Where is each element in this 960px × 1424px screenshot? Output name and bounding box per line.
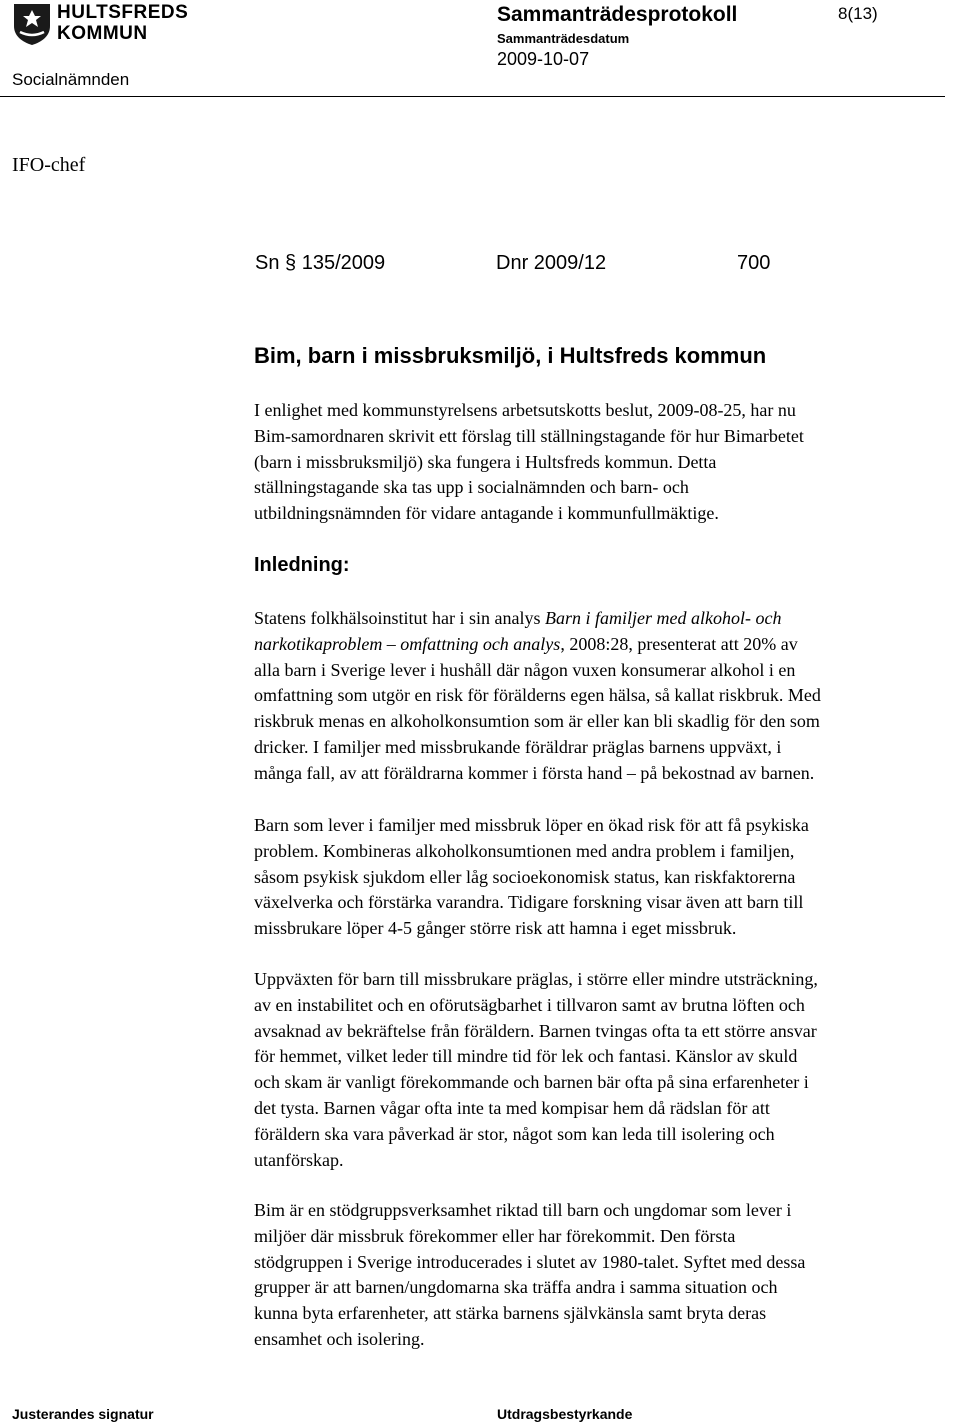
paragraph-line: avsaknad av bekräftelse från föräldern. Barnen tvingas ofta ta ett större ansvar <box>254 1020 817 1041</box>
text-run: , 2008:28, presenterat att 20% av <box>560 633 798 654</box>
paragraph-3 <box>254 967 954 1173</box>
municipality-logo <box>12 2 187 46</box>
paragraph-line: såsom psykisk sjukdom eller låg socioekonomisk status, kan riskfaktorerna <box>254 866 796 887</box>
page-title: Bim, barn i missbruksmiljö, i Hultsfreds kommun <box>254 343 767 368</box>
paragraph-line: växelverka och förstärka varandra. Tidigare forskning visar även att barn till <box>254 892 804 913</box>
paragraph-line: omfattning som utgör en risk för förälderns egen hälsa, så kallat riskbruk. Med <box>254 685 821 706</box>
paragraph-4 <box>254 1198 954 1353</box>
document-title: Sammanträdesprotokoll <box>497 3 738 26</box>
paragraph-1 <box>254 606 954 787</box>
department-name: Socialnämnden <box>12 70 130 89</box>
paragraph-line: I enlighet med kommunstyrelsens arbetsutskotts beslut, 2009-08-25, har nu <box>254 400 796 420</box>
footer-signature-label: Justerandes signatur <box>12 1406 154 1422</box>
paragraph-line: många fall, av att föräldrarna kommer i första hand – på bekostnad av barnen. <box>254 762 815 783</box>
paragraph-line: utanförskap. <box>254 1149 344 1170</box>
paragraph-line: för hemmet, vilket leder till mindre tid för lek och fantasi. Känslor av skuld <box>254 1046 798 1067</box>
paragraph-line <box>254 632 954 658</box>
paragraph-line: ställningstagande ska tas upp i socialnämnden och barn- och <box>254 477 689 498</box>
meeting-date-label: Sammanträdesdatum <box>497 31 630 46</box>
paragraph-line: grupper är att barnen/ungdomarna ska träffa andra i samma situation och <box>254 1277 778 1298</box>
case-section-number: Sn § 135/2009 <box>255 252 386 274</box>
paragraph-line: utbildningsnämnden för vidare antagande i kommunfullmäktige. <box>254 503 719 524</box>
paragraph-line: problem. Kombineras alkoholkonsumtionen med andra problem i familjen, <box>254 840 795 861</box>
case-code: 700 <box>737 252 771 274</box>
paragraph-line: Bim är en stödgruppsverksamhet riktad till barn och ungdomar som lever i <box>254 1200 792 1220</box>
paragraph-line: dricker. I familjer med missbrukande föräldrar präglas barnens uppväxt, i <box>254 736 782 757</box>
footer-certification-label: Utdragsbestyrkande <box>497 1406 633 1422</box>
header-divider <box>0 96 945 97</box>
paragraph-line: ensamhet och isolering. <box>254 1328 425 1349</box>
paragraph-line <box>254 606 954 632</box>
intro-paragraph <box>254 398 954 527</box>
paragraph-line: av en instabilitet och en oförutsägbarhet i tillvaron samt av brutna löften och <box>254 994 805 1015</box>
paragraph-2 <box>254 813 954 942</box>
logo-line-1: HULTSFREDS <box>57 2 189 23</box>
paragraph-line: Bim-samordnaren skrivit ett förslag till ställningstagande för hur Bimarbetet <box>254 425 804 446</box>
page-number: 8(13) <box>838 4 878 23</box>
paragraph-line: Barn som lever i familjer med missbruk löper en ökad risk för att få psykiska <box>254 815 809 835</box>
paragraph-line: missbrukare löper 4-5 gånger större risk att hamna i eget missbruk. <box>254 918 737 939</box>
logo-line-2: KOMMUN <box>57 23 148 44</box>
paragraph-line: stödgruppen i Sverige introducerades i slutet av 1980-talet. Syftet med dessa <box>254 1251 806 1272</box>
paragraph-line: miljöer där missbruk förekommer eller har förekommit. Den första <box>254 1225 736 1246</box>
crest-icon <box>12 2 52 46</box>
report-title-part-2: narkotikaproblem – omfattning och analys <box>254 633 561 654</box>
paragraph-line: riskbruk menas en alkoholkonsumtion som är eller kan bli skadlig för den som <box>254 711 820 732</box>
section-heading: Inledning: <box>254 554 350 576</box>
text-run: Statens folkhälsoinstitut har i sin analys <box>254 608 545 628</box>
case-diary-number: Dnr 2009/12 <box>496 252 607 274</box>
paragraph-line: Uppväxten för barn till missbrukare präglas, i större eller mindre utsträckning, <box>254 969 818 989</box>
meeting-date-value: 2009-10-07 <box>497 49 590 69</box>
paragraph-line: föräldern ska vara påverkad är stor, något som kan leda till isolering och <box>254 1123 775 1144</box>
paragraph-line: alla barn i Sverige lever i hushåll där någon vuxen konsumerar alkohol i en <box>254 659 796 680</box>
paragraph-line: och skam är vanligt förekommande och barnen bär ofta på sina erfarenheter i <box>254 1072 809 1093</box>
paragraph-line: det tysta. Barnen vågar ofta inte ta med kompisar hem då rädslan för att <box>254 1097 770 1118</box>
report-title-part-1: Barn i familjer med alkohol- och <box>544 608 782 628</box>
paragraph-line: (barn i missbruksmiljö) ska fungera i Hultsfreds kommun. Detta <box>254 451 717 472</box>
paragraph-line: kunna byta erfarenheter, att stärka barnens självkänsla samt bryta deras <box>254 1303 767 1324</box>
recipient: IFO-chef <box>12 154 86 176</box>
